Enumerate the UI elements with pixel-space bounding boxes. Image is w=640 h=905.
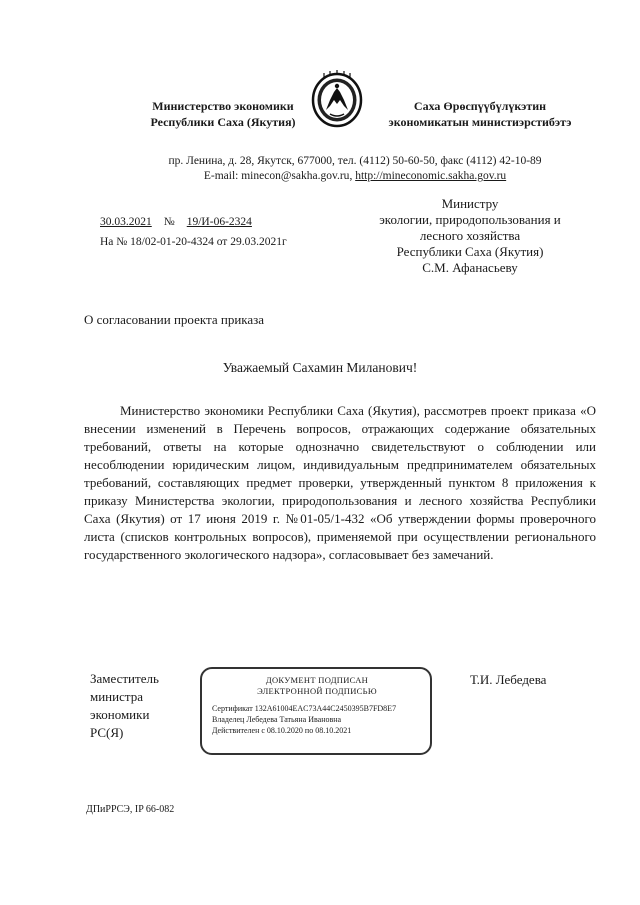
addressee-line4: Республики Саха (Якутия) bbox=[396, 244, 544, 259]
executor-footer: ДПиРРСЭ, IP 66-082 bbox=[86, 804, 175, 815]
addressee-line5: С.М. Афанасьеву bbox=[422, 260, 518, 275]
ministry-name-russian bbox=[138, 98, 308, 130]
contact-separator: , bbox=[349, 170, 356, 182]
addressee-line1: Министру bbox=[441, 196, 499, 211]
letter-body: Министерство экономики Республики Саха (Якутия), рассмотрев проект приказа «О внесении изменений в Перечень вопросов, отражающих содержание обязательных требований, ответы на которые однозначно свидетельствуют о соблюдении или несоблюдении юридическим лицом, индивидуальным предпринимателем обязательных требований, составляющих предмет проверки, утвержденный пунктом 8 приложения к приказу Министерства экологии, природопользования и лесного хозяйства Республики Саха (Якутия) от 17 июня 2019 г. №01-05/1-432 «Об утверждении формы проверочного листа (списков контрольных вопросов), применяемой при осуществлении регионального государственного экологического надзора», согласовывает без замечаний. bbox=[84, 403, 596, 562]
outgoing-number: 19/И-06-2324 bbox=[186, 216, 252, 228]
signatory-position-line4: РС(Я) bbox=[90, 725, 124, 740]
stamp-title-line2: ЭЛЕКТРОННОЙ ПОДПИСЬЮ bbox=[257, 686, 377, 696]
outgoing-date: 30.03.2021 bbox=[100, 216, 152, 228]
stamp-title-line1: ДОКУМЕНТ ПОДПИСАН bbox=[265, 675, 369, 685]
ministry-name-yakut bbox=[370, 98, 590, 130]
email-link[interactable]: minecon@sakha.gov.ru bbox=[241, 170, 350, 182]
letter-subject: О согласовании проекта приказа bbox=[84, 312, 265, 327]
ministry-name-line1: Министерство экономики bbox=[152, 99, 294, 113]
number-sign: № bbox=[163, 216, 175, 228]
addressee-line2: экологии, природопользования и bbox=[379, 212, 561, 227]
contact-block bbox=[120, 154, 590, 184]
signatory-position-line2: министра bbox=[90, 689, 143, 704]
addressee-block bbox=[360, 196, 580, 276]
electronic-signature-stamp bbox=[200, 667, 432, 755]
email-prefix: E-mail: bbox=[203, 170, 242, 182]
stamp-owner: Владелец Лебедева Татьяна Ивановна bbox=[212, 715, 342, 724]
ministry-name-yakut-line1: Саха Өрөспүүбүлүкэтин bbox=[413, 99, 547, 113]
website-link[interactable]: http://mineconomic.sakha.gov.ru bbox=[355, 170, 507, 182]
signatory-name: Т.И. Лебедева bbox=[470, 672, 547, 687]
signatory-position-line1: Заместитель bbox=[90, 671, 159, 686]
ministry-name-yakut-line2: экономикатын министиэрстибэтэ bbox=[388, 115, 572, 129]
signatory-position-line3: экономики bbox=[90, 707, 150, 722]
stamp-certificate: Сертификат 132A61004EAC73A44C2450395B7FD8E7 bbox=[212, 704, 397, 713]
email-and-website bbox=[120, 169, 590, 184]
incoming-reference: На № 18/02-01-20-4324 от 29.03.2021г bbox=[100, 236, 287, 248]
addressee-line3: лесного хозяйства bbox=[419, 228, 521, 243]
postal-address: пр. Ленина, д. 28, Якутск, 677000, тел. (4112) 50-60-50, факс (4112) 42-10-89 bbox=[168, 155, 542, 167]
ministry-name-line2: Республики Саха (Якутия) bbox=[150, 115, 296, 129]
signatory-position bbox=[90, 670, 190, 742]
registration-line bbox=[100, 214, 320, 230]
coat-of-arms-emblem bbox=[310, 70, 364, 130]
stamp-validity: Действителен с 08.10.2020 по 08.10.2021 bbox=[212, 726, 352, 735]
salutation: Уважаемый Сахамин Миланович! bbox=[222, 360, 418, 375]
